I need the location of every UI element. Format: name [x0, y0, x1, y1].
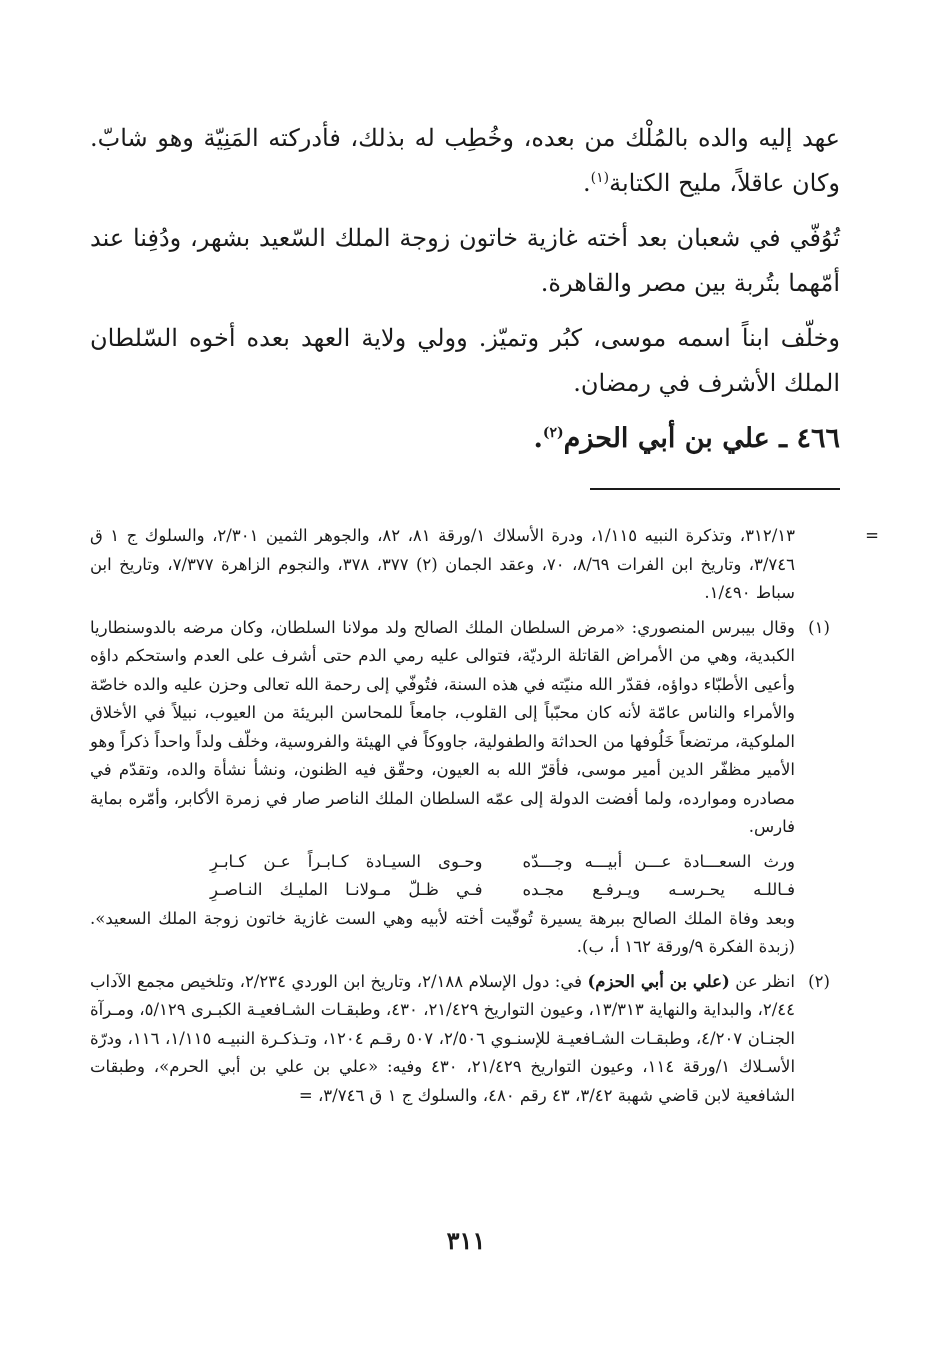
- footnote-continuation: [90, 522, 879, 608]
- paragraph-2: تُوُفّي في شعبان بعد أخته غازية خاتون زوجة الملك السّعيد بشهر، ودُفِنا عند أمّهما بتُربة بين مصر والقاهرة.: [90, 224, 840, 297]
- footnote-continuation-text: ٣١٢/١٣، وتذكرة النبيه ١/١١٥، ودرة الأسلاك ١/ورقة ٨١، ٨٢، والجوهر الثمين ٢/٣٠١، والسلوك ج ١ ق ٣/٧٤٦، وتاريخ ابن الفرات ٨/٦٩، ٧٠، وعقد الجمان (٢) ٣٧٧، ٣٧٨، والنجوم الزاهرة ٧/٣٧٧، وتاريخ ابن سباط ١/٤٩٠.: [90, 526, 795, 602]
- footnote-2-subject: (علي بن أبي الحزم): [587, 971, 730, 991]
- paragraph-3: وخلّف ابناً اسمه موسى، كبُر وتميّز. وولي ولاية العهد بعده أخوه السّلطان الملك الأشرف في رمضان.: [90, 324, 840, 397]
- verse-2-first-hemistich: فـاللـه يحـرسـه ويـرفـع مجـده: [522, 880, 795, 899]
- footnote-1-text: وقال بيبرس المنصوري: «مرض السلطان الملك الصالح ولد مولانا السلطان، وكان مرضه بالدوسنطاريا الكبدية، وهي من الأمراض القاتلة الرديّة، فتوالى عليه رمي الدم حتى أشرف على العدم واستحكم داؤه وأعيى الأطبّاء دواؤه، فقدّر الله منيّته في هذه السنة، فتُوفّي إلى رحمة الله تعالى وحزن عليه والده خاصّة والأمراء والناس عامّة لأنه كان محبّباً إلى القلوب، جامعاً للمحاسن البريئة من العيوب، نبيلاً في الأخلاق الملوكية، مرتضعاً خَلُوفها من الحداثة والطفولية، جاووكاً في الهيئة والفروسية، وخلّف ولداً واحداً ذكراً وهو الأمير مظفّر الدين أمير موسى، فأقرّ الله به العيون، وحقّق فيه الظنون، ونشأ نشأة والده، وتقدّم في مصادره وموارده، ولما أفضت الدولة إلى عمّه السلطان الملك الناصر صار في زمرة الأكابر، وأمّره بماية فارس.: [90, 617, 795, 836]
- footnote-separator: [590, 488, 840, 490]
- verse-1-second-hemistich: وحـوى السيـادة كـابـراً عـن كـابـرِ: [210, 851, 483, 871]
- footnote-2: [90, 968, 837, 1111]
- footnote-2-prefix: انظر عن: [729, 971, 796, 991]
- entry-heading-text: ٤٦٦ ـ علي بن أبي الحزم: [563, 423, 840, 454]
- verse-block: [90, 848, 795, 905]
- entry-heading-end: .: [533, 423, 543, 454]
- paragraph-1-end: .: [583, 169, 591, 197]
- footnote-ref-2[interactable]: (٢): [542, 425, 564, 441]
- verse-2-second-hemistich: فـي ظـلّ مـولانـا المليـك النـاصـرِ: [210, 880, 483, 899]
- footnote-ref-1[interactable]: (١): [590, 170, 610, 186]
- footnotes: [90, 522, 879, 1116]
- page-number: ٣١١: [446, 1226, 486, 1255]
- continuation-marker: =: [865, 526, 879, 545]
- entry-heading: [90, 416, 840, 461]
- verse-1-first-hemistich: ورث السعـــادة عـــن أبيـــه وجـــدّه: [522, 851, 795, 871]
- footnote-1-after-verse: وبعد وفاة الملك الصالح ببرهة يسيرة تُوفّيت أخته لأبيه وهي الست غازية خاتون زوجة الملك السعيد». (زبدة الفكرة ٩/ورقة ١٦٢ أ، ب).: [90, 908, 795, 956]
- footnote-2-text: في: دول الإسلام ٢/١٨٨، وتاريخ ابن الوردي ٢/٢٣٤، وتلخيص مجمع الآداب ٢/٤٤، والبداية والنهاية ١٣/٣١٣، وعيون التواريخ ٢١/٤٢٩، ٤٣٠، وطبقـات الشـافعيـة الكبـرى ٥/١٢٩، ومـرآة الجنـان ٤/٢٠٧، وطبقـات الشـافعيـة للإسنـوي ٢/٥٠٦، ٥٠٧ رقـم ١٢٠٤، وتـذكـرة النبيـه ١/١١٥، ١١٦، ودرّة الأسـلاك ١/ورقة ١١٤، وعيون التواريخ ٢١/٤٢٩، ٤٣٠ وفيه: «علي بن علي بن أبي الحرم»، وطبقات الشافعية لابن قاضي شهبة ٣/٤٢، ٤٣ رقم ٤٨٠، والسلوك ج ١ ق ٣/٧٤٦، =: [90, 971, 796, 1105]
- footnote-2-number: (٢): [808, 971, 830, 991]
- paragraph-1: [90, 116, 840, 206]
- paragraph-1-text: عهد إليه والده بالمُلْك من بعده، وخُطِب له بذلك، فأدركته المَنِيّة وهو شابّ. وكان عاقلاً، مليح الكتابة: [90, 124, 840, 197]
- main-text: [90, 116, 840, 471]
- footnote-1: [90, 614, 837, 962]
- footnote-1-number: (١): [808, 617, 830, 637]
